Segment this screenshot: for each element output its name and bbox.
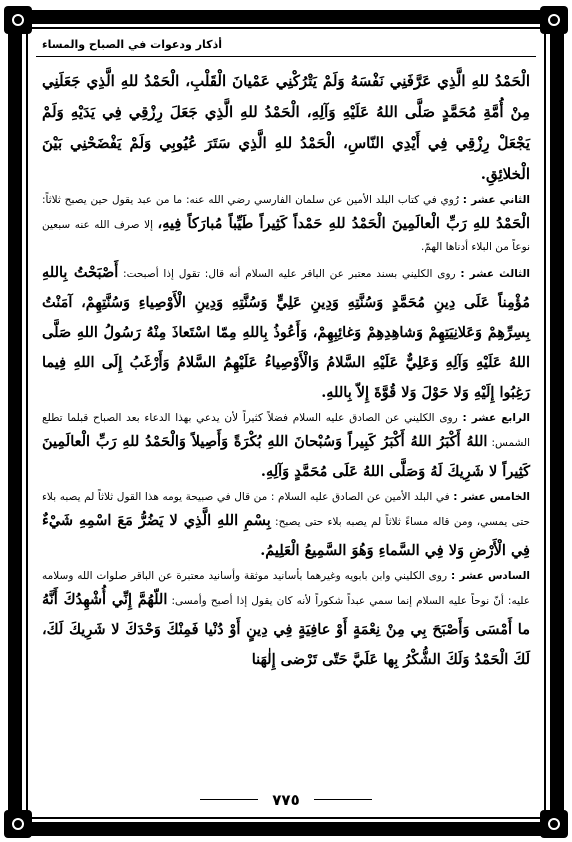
dua-paragraph: الْحَمْدُ للهِ الَّذِي عَرَّفَنِي نَفْسَهُ وَلَمْ يَتْرُكْنِي عَمْيانَ الْقَلْبِ، الْحَمْدُ للهِ الَّذِي جَعَلَنِي مِنْ أُمَّةِ مُحَمَّدٍ صَلَّى اللهُ عَلَيْهِ وَآلِهِ، الْحَمْدُ للهِ الَّذِي جَعَلَ رِزْقِي فِي يَدَيْهِ وَلَمْ يَجْعَلْ رِزْقِي فِي أَيْدِي النّاسِ، الْحَمْدُ للهِ الَّذِي سَتَرَ عُيُوبِي وَلَمْ يَفْضَحْنِي بَيْنَ الْخلائِقِ. [42,72,530,183]
section-14 [42,410,530,487]
section-16 [42,568,530,675]
narration-text: روى الكليني عن الصادق عليه السلام فضلاً كثيراً لأن يدعي بهذا الدعاء بعد الصباح قبلما تطلع الشمس: [42,412,530,449]
page-number [0,791,572,809]
section-13 [42,258,530,408]
narration-text: في البلد الأمين عن الصادق عليه السلام : من قال في صبيحة يومه هذا القول ثلاثاً لم يصبه بلاء حتى يمسي، ومن قاله مساءً ثلاثاً لم يصبه بلاء حتى يصبح: [42,491,530,528]
dua-text: اللّهُمَّ إِنِّي أُشْهِدُكَ أَنَّهُ ما أَمْسَى وَأَصْبَحَ بِي مِنْ نِعْمَةٍ أَوْ عافِيَةٍ فِي دِينٍ أَوْ دُنْيا فَمِنْكَ وَحْدَكَ لا شَرِيكَ لَكَ، لَكَ الْحَمْدُ وَلَكَ الشُّكْرُ بِها عَلَيَّ حَتّى تَرْضى إِلٰهَنا [42,591,530,668]
section-label: الرابع عشر : [462,412,531,424]
page-body [42,66,530,782]
page-header [36,38,536,57]
narration-text: روى الكليني بسند معتبر عن الباقر عليه السلام أنه قال: تقول إذا أصبحت: [123,268,456,280]
dua-text: بِسْمِ اللهِ الَّذِي لا يَضُرُّ مَعَ اسْمِهِ شَيْءٌ فِي الْأَرْضِ وَلا فِي السَّماءِ وَهُوَ السَّمِيعُ الْعَلِيمُ. [42,512,530,559]
dua-text: أَصْبَحْتُ بِاللهِ مُؤْمِناً عَلَى دِينِ مُحَمَّدٍ وَسُنَّتِهِ وَدِينِ عَلِيٍّ وَسُنَّتِهِ وَدِينِ الْأَوْصِياءِ وَسُنَّتِهِمْ، آمَنْتُ بِسِرِّهِمْ وَعَلانِيَتِهِمْ وَشاهِدِهِمْ وَغائِبِهِمْ، وَأَعُوذُ بِاللهِ مِمّا اسْتَعاذَ مِنْهُ رَسُولُ اللهِ صَلَّى اللهُ عَلَيْهِ وَآلِهِ وَعَلِيٌّ عَلَيْهِ السَّلامُ وَالْأَوْصِياءُ عَلَيْهِمُ السَّلامُ وَأَرْغَبُ إِلَى اللهِ فِيما رَغِبُوا إِلَيْهِ وَلا حَوْلَ وَلا قُوَّةَ إِلاّ بِاللهِ. [42,264,530,401]
dua-text: الْحَمْدُ للهِ رَبِّ الْعالَمِينَ الْحَمْدُ للهِ حَمْداً كَثِيراً طَيِّباً مُبارَكاً فِيهِ، [157,215,530,232]
narration-text: روى الكليني وابن بابويه وغيرهما بأسانيد موثقة وأسانيد معتبرة عن الباقر صلوات الله وسلامه عليه: أنّ نوحاً عليه السلام إنما سمي عبداً شكوراً لأنه كان يقول إذا أصبح وأمسى: [42,570,531,607]
section-15 [42,489,530,566]
dua-text: اللهُ أَكْبَرُ اللهُ أَكْبَرُ كَبِيراً وَسُبْحانَ اللهِ بُكْرَةً وَأَصِيلاً وَالْحَمْدُ للهِ رَبِّ الْعالَمِينَ كَثِيراً لا شَرِيكَ لَهُ وَصَلَّى اللهُ عَلَى مُحَمَّدٍ وَآلِهِ. [42,433,530,480]
running-title: أذكار ودعوات في الصباح والمساء [42,38,222,51]
section-label: السادس عشر : [450,570,530,582]
section-label: الثاني عشر : [462,194,530,206]
section-12 [42,192,530,256]
section-label: الثالث عشر : [460,268,530,280]
page-number-value: ٧٧٥ [258,791,313,809]
narration-text: إلا صرف الله عنه سبعين نوعاً من البلاء أدناها الهمّ. [42,219,530,253]
section-label: الخامس عشر : [453,491,531,503]
narration-text: رُوي في كتاب البلد الأمين عن سلمان الفارسي رضي الله عنه: ما من عبد يقول حين يصبح ثلاثاً: [42,194,459,206]
